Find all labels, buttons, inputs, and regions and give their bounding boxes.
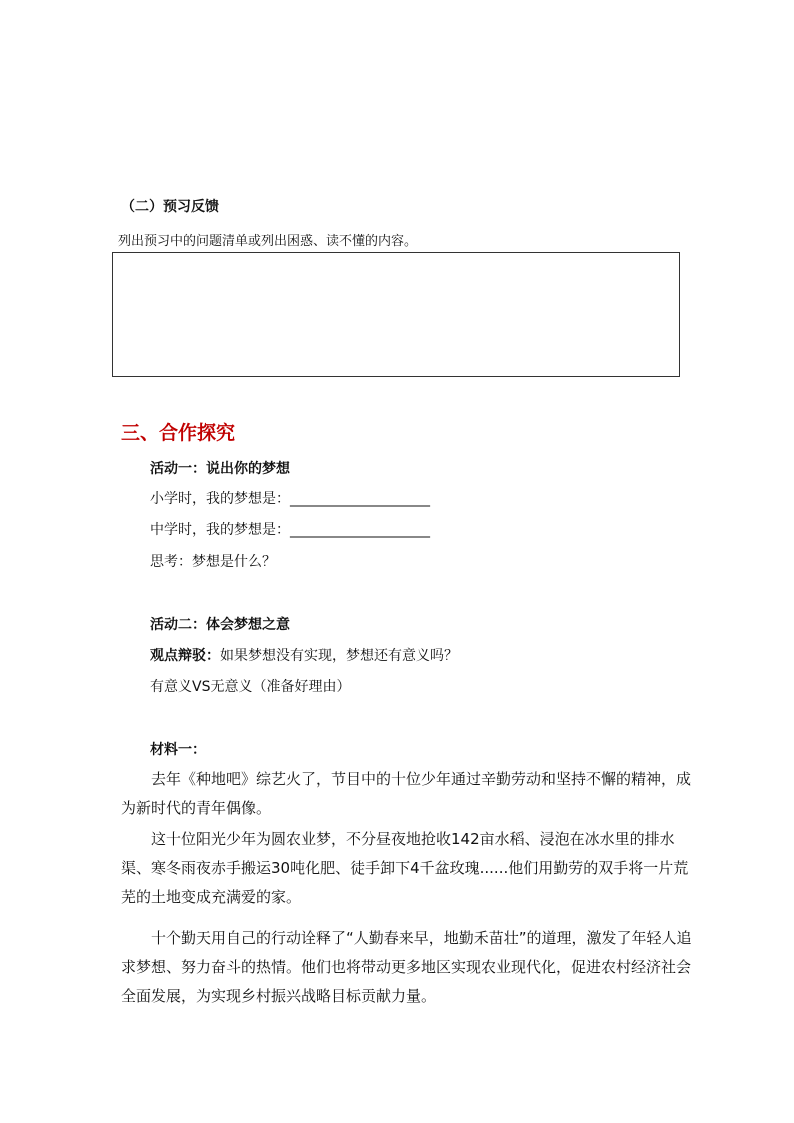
material1-paragraph-2: 这十位阳光少年为圆农业梦，不分昼夜地抢收142亩水稻、浸泡在冰水里的排水渠、寒冬雨夜赤手搬运30吨化肥、徒手卸下4千盆玫瑰......他们用勤劳的双手将一片荒芜的土地变成充满爱的家。	[121, 830, 689, 906]
material1-title: 材料一：	[150, 742, 206, 758]
debate-sides-label: 有意义VS无意义	[150, 679, 253, 695]
preview-feedback-instruction: 列出预习中的问题清单或列出困惑、读不懂的内容。	[118, 234, 418, 249]
middle-dream-blank[interactable]: ____________________	[290, 522, 430, 538]
think-question: 思考：梦想是什么？	[150, 554, 276, 570]
primary-dream-label: 小学时，我的梦想是：	[150, 491, 290, 507]
section-heading: 三、合作探究	[121, 422, 236, 444]
primary-school-dream-line	[150, 488, 430, 508]
middle-dream-label: 中学时，我的梦想是：	[150, 522, 290, 538]
debate-line	[150, 645, 458, 665]
preview-feedback-heading: （二）预习反馈	[121, 199, 219, 215]
activity2-title: 活动二：体会梦想之意	[150, 617, 290, 633]
answer-box[interactable]	[112, 252, 680, 377]
debate-label: 观点辩驳：	[150, 648, 220, 664]
debate-sides	[150, 676, 350, 696]
activity1-title: 活动一：说出你的梦想	[150, 461, 290, 477]
debate-question: 如果梦想没有实现，梦想还有意义吗？	[220, 648, 458, 664]
material1-paragraph-3: 十个勤天用自己的行动诠释了“人勤春来早，地勤禾苗壮”的道理，激发了年轻人追求梦想、努力奋斗的热情。他们也将带动更多地区实现农业现代化，促进农村经济社会全面发展，为实现乡村振兴战略目标贡献力量。	[121, 929, 692, 1005]
debate-sides-note: （准备好理由）	[252, 679, 351, 695]
primary-dream-blank[interactable]: ____________________	[290, 491, 430, 507]
material1-paragraph-1: 去年《种地吧》综艺火了，节目中的十位少年通过辛勤劳动和坚持不懈的精神，成为新时代的青年偶像。	[121, 770, 692, 817]
middle-school-dream-line	[150, 519, 430, 539]
